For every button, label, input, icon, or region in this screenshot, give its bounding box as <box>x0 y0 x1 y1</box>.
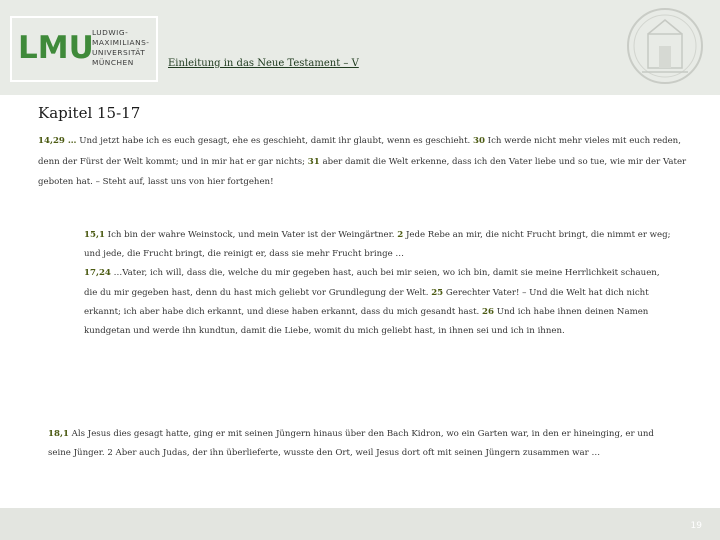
passage-john-18 <box>48 425 660 463</box>
verse-text: Jede Rebe an mir, die nicht Frucht bringt, die nimmt er weg; und jede, die Frucht bringt, die reinigt er, dass sie mehr Frucht bringe … <box>84 230 671 260</box>
verse-reference: 17,24 <box>84 268 111 279</box>
logo-university-name <box>92 28 149 68</box>
page-number: 19 <box>690 521 702 531</box>
university-seal-icon <box>622 6 708 86</box>
passage-john-14 <box>38 131 688 193</box>
verse-reference: 15,1 <box>84 230 105 240</box>
verse-number: 25 <box>431 287 444 298</box>
verse-text: Ich werde nicht mehr vieles mit euch reden, denn der Fürst der Welt kommt; und in mir hat er gar nichts; <box>38 136 681 167</box>
verse-text: aber damit die Welt erkenne, dass ich den Vater liebe und so tue, wie mir der Vater geboten hat. – Steht auf, lasst uns von hier fortgehen! <box>38 156 687 188</box>
slide-header-title: Einleitung in das Neue Testament – V <box>168 58 359 69</box>
verse-text: …Vater, ich will, dass die, welche du mir gegeben hast, auch bei mir seien, wo ich bin, damit sie meine Herrlichkeit schauen, die du mir gegeben hast, denn du hast mich geliebt vor Grundlegung der Welt. <box>84 268 660 298</box>
verse-text: Und ich habe ihnen deinen Namen kundgetan und werde ihn kundtun, damit die Liebe, womit du mich geliebt hast, in ihnen sei und ich in ihnen. <box>84 306 649 337</box>
verse-reference: 18,1 <box>48 429 69 439</box>
logo-line: UNIVERSITÄT <box>92 48 146 57</box>
logo-line: MÜNCHEN <box>92 58 134 67</box>
verse-text: Als Jesus dies gesagt hatte, ging er mit seinen Jüngern hinaus über den Bach Kidron, wo ein Garten war, in den er hineinging, er und seine Jünger. 2 Aber auch Judas, der ihn überlieferte, wusste den Ort, weil Jesus dort oft mit seinen Jüngern zusammen war … <box>48 429 654 458</box>
verse-reference: 14,29 … <box>38 136 77 146</box>
verse-number: 31 <box>307 156 320 167</box>
verse-text: Und jetzt habe ich es euch gesagt, ehe es geschieht, damit ihr glaubt, wenn es geschieht. <box>76 136 473 146</box>
footer-band <box>0 508 720 540</box>
logo-line: LUDWIG- <box>92 28 129 37</box>
logo-line: MAXIMILIANS- <box>92 38 150 47</box>
verse-text: Gerechter Vater! – Und die Welt hat dich nicht erkannt; ich aber habe dich erkannt, und diese haben erkannt, dass du mich gesandt hast. <box>84 287 649 317</box>
chapter-title: Kapitel 15-17 <box>38 104 141 122</box>
passage-john-15-17 <box>84 226 674 341</box>
lmu-logo <box>10 16 158 82</box>
verse-number: 2 <box>397 230 404 240</box>
verse-text: Ich bin der wahre Weinstock, und mein Vater ist der Weingärtner. <box>104 230 398 240</box>
verse-number: 26 <box>482 306 494 317</box>
logo-wordmark: LMU <box>18 30 94 66</box>
verse-number: 30 <box>472 136 485 146</box>
